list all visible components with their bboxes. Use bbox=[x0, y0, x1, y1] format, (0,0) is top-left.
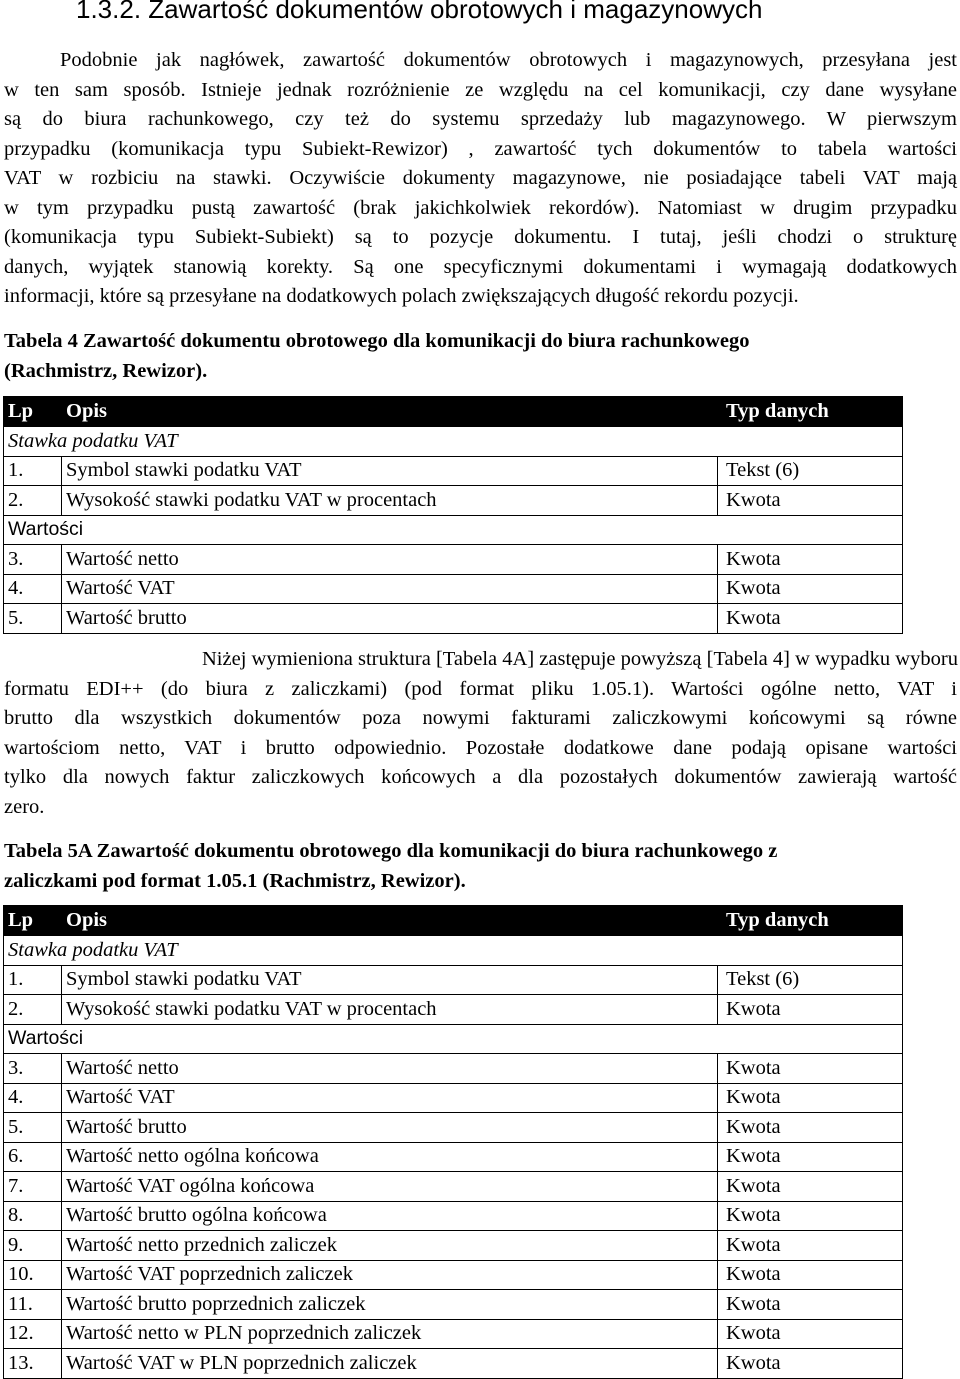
table-row bbox=[4, 1290, 903, 1320]
table-row bbox=[4, 1113, 903, 1143]
section-label: Stawka podatku VAT bbox=[4, 427, 903, 457]
paragraph-line: (komunikacja typu Subiekt-Subiekt) są to pozycje dokumentu. I tutaj, jeśli chodzi o strukturę bbox=[4, 226, 957, 248]
cell-lp: 12. bbox=[4, 1319, 62, 1349]
header-lp: Lp bbox=[4, 906, 62, 936]
cell-lp: 10. bbox=[4, 1260, 62, 1290]
table-header-row bbox=[4, 906, 903, 936]
cell-lp: 11. bbox=[4, 1290, 62, 1320]
table-row bbox=[4, 965, 903, 995]
paragraph-edi bbox=[4, 645, 957, 822]
cell-lp: 1. bbox=[4, 456, 62, 486]
table-row bbox=[4, 1172, 903, 1202]
paragraph-line: formatu EDI++ (do biura z zaliczkami) (pod format pliku 1.05.1). Wartości ogólne netto, VAT i bbox=[4, 677, 957, 700]
cell-opis: Wartość VAT ogólna końcowa bbox=[62, 1172, 718, 1202]
paragraph-line: w tym przypadku pustą zawartość (brak jakichkolwiek rekordów). Natomiast w drugim przypadku bbox=[4, 196, 957, 219]
cell-lp: 4. bbox=[4, 574, 62, 604]
table5a bbox=[3, 905, 903, 1379]
table-row bbox=[4, 1201, 903, 1231]
table-section-row bbox=[4, 936, 903, 966]
caption-line: Tabela 5A Zawartość dokumentu obrotowego dla komunikacji do biura rachunkowego z bbox=[4, 840, 778, 862]
paragraph-line: tylko dla nowych faktur zaliczkowych końcowych a dla pozostałych dokumentów zawierają wartość bbox=[4, 766, 957, 788]
cell-typ: Kwota bbox=[718, 1260, 903, 1290]
section-label: Wartości bbox=[4, 515, 903, 545]
cell-lp: 6. bbox=[4, 1142, 62, 1172]
table5a-caption bbox=[4, 837, 954, 896]
cell-opis: Wartość VAT poprzednich zaliczek bbox=[62, 1260, 718, 1290]
cell-opis: Wartość brutto bbox=[62, 1113, 718, 1143]
cell-typ: Kwota bbox=[718, 1172, 903, 1202]
cell-opis: Wartość netto ogólna końcowa bbox=[62, 1142, 718, 1172]
table-row bbox=[4, 1231, 903, 1261]
cell-lp: 2. bbox=[4, 486, 62, 516]
paragraph-line: w ten sam sposób. Istnieje jednak rozróżnienie ze względu na cel komunikacji, czy dane wysyłane bbox=[4, 78, 957, 101]
table-section-row bbox=[4, 427, 903, 457]
cell-opis: Wysokość stawki podatku VAT w procentach bbox=[62, 486, 718, 516]
table-row bbox=[4, 1349, 903, 1379]
cell-lp: 8. bbox=[4, 1201, 62, 1231]
caption-line: (Rachmistrz, Rewizor). bbox=[4, 359, 208, 382]
cell-opis: Wartość netto w PLN poprzednich zaliczek bbox=[62, 1319, 718, 1349]
cell-opis: Wartość brutto poprzednich zaliczek bbox=[62, 1290, 718, 1320]
cell-opis: Wartość brutto ogólna końcowa bbox=[62, 1201, 718, 1231]
header-opis: Opis bbox=[62, 906, 718, 936]
cell-lp: 9. bbox=[4, 1231, 62, 1261]
table-row bbox=[4, 486, 903, 516]
paragraph-line: Podobnie jak nagłówek, zawartość dokumentów obrotowych i magazynowych, przesyłana jest bbox=[60, 49, 957, 71]
table-row bbox=[4, 1083, 903, 1113]
paragraph-intro bbox=[4, 46, 957, 312]
section-label: Wartości bbox=[4, 1024, 903, 1054]
paragraph-line: są do biura rachunkowego, czy też do systemu sprzedaży lub magazynowego. W pierwszym bbox=[4, 108, 957, 130]
table-row bbox=[4, 574, 903, 604]
cell-lp: 5. bbox=[4, 1113, 62, 1143]
cell-typ: Kwota bbox=[718, 574, 903, 604]
header-lp: Lp bbox=[4, 397, 62, 427]
paragraph-line: wartościom netto, VAT i brutto odpowiednio. Pozostałe dodatkowe dane podają opisane wartości bbox=[4, 736, 957, 759]
cell-typ: Kwota bbox=[718, 1201, 903, 1231]
table-row bbox=[4, 456, 903, 486]
paragraph-line: Niżej wymieniona struktura [Tabela 4A] zastępuje powyższą [Tabela 4] w wypadku wyboru bbox=[202, 648, 958, 670]
cell-opis: Wartość VAT bbox=[62, 574, 718, 604]
cell-lp: 7. bbox=[4, 1172, 62, 1202]
cell-opis: Symbol stawki podatku VAT bbox=[62, 456, 718, 486]
cell-lp: 2. bbox=[4, 995, 62, 1025]
paragraph-line: brutto dla wszystkich dokumentów poza nowymi fakturami zaliczkowymi końcowymi są równe bbox=[4, 707, 957, 729]
cell-lp: 13. bbox=[4, 1349, 62, 1379]
header-typ: Typ danych bbox=[718, 397, 903, 427]
table-section-row bbox=[4, 1024, 903, 1054]
cell-opis: Wartość netto bbox=[62, 545, 718, 575]
cell-lp: 3. bbox=[4, 1054, 62, 1084]
cell-typ: Kwota bbox=[718, 1054, 903, 1084]
cell-typ: Kwota bbox=[718, 1083, 903, 1113]
cell-typ: Kwota bbox=[718, 1113, 903, 1143]
cell-opis: Wysokość stawki podatku VAT w procentach bbox=[62, 995, 718, 1025]
table-row bbox=[4, 1054, 903, 1084]
cell-lp: 5. bbox=[4, 604, 62, 634]
table-row bbox=[4, 545, 903, 575]
table-section-row bbox=[4, 515, 903, 545]
cell-opis: Wartość netto przednich zaliczek bbox=[62, 1231, 718, 1261]
cell-typ: Kwota bbox=[718, 995, 903, 1025]
table-row bbox=[4, 995, 903, 1025]
cell-typ: Kwota bbox=[718, 1319, 903, 1349]
table-header-row bbox=[4, 397, 903, 427]
cell-typ: Tekst (6) bbox=[718, 456, 903, 486]
cell-lp: 4. bbox=[4, 1083, 62, 1113]
cell-typ: Kwota bbox=[718, 1349, 903, 1379]
header-opis: Opis bbox=[62, 397, 718, 427]
section-label: Stawka podatku VAT bbox=[4, 936, 903, 966]
cell-opis: Wartość VAT bbox=[62, 1083, 718, 1113]
paragraph-line: zero. bbox=[4, 795, 45, 818]
cell-lp: 3. bbox=[4, 545, 62, 575]
caption-line: Tabela 4 Zawartość dokumentu obrotowego dla komunikacji do biura rachunkowego bbox=[4, 330, 750, 352]
paragraph-line: VAT w rozbiciu na stawki. Oczywiście dokumenty magazynowe, nie posiadające tabeli VAT mają bbox=[4, 167, 957, 189]
table-row bbox=[4, 1319, 903, 1349]
cell-typ: Kwota bbox=[718, 486, 903, 516]
cell-typ: Kwota bbox=[718, 604, 903, 634]
section-heading: 1.3.2. Zawartość dokumentów obrotowych i magazynowych bbox=[76, 0, 763, 24]
cell-typ: Kwota bbox=[718, 1290, 903, 1320]
table-row bbox=[4, 1260, 903, 1290]
paragraph-line: danych, wyjątek stanowią korekty. Są one specyficznymi dokumentami i wymagają dodatkowych bbox=[4, 255, 957, 278]
cell-typ: Kwota bbox=[718, 1142, 903, 1172]
paragraph-line: informacji, które są przesyłane na dodatkowych polach zwiększających długość rekordu pozycji. bbox=[4, 285, 799, 307]
header-typ: Typ danych bbox=[718, 906, 903, 936]
cell-opis: Wartość netto bbox=[62, 1054, 718, 1084]
paragraph-line: przypadku (komunikacja typu Subiekt-Rewizor) , zawartość tych dokumentów to tabela wartości bbox=[4, 137, 957, 160]
cell-typ: Kwota bbox=[718, 545, 903, 575]
table-row bbox=[4, 604, 903, 634]
cell-lp: 1. bbox=[4, 965, 62, 995]
cell-opis: Wartość VAT w PLN poprzednich zaliczek bbox=[62, 1349, 718, 1379]
cell-typ: Tekst (6) bbox=[718, 965, 903, 995]
cell-opis: Symbol stawki podatku VAT bbox=[62, 965, 718, 995]
table-row bbox=[4, 1142, 903, 1172]
table4 bbox=[3, 396, 903, 634]
caption-line: zaliczkami pod format 1.05.1 (Rachmistrz, Rewizor). bbox=[4, 869, 466, 892]
table4-caption bbox=[4, 327, 954, 386]
cell-opis: Wartość brutto bbox=[62, 604, 718, 634]
cell-typ: Kwota bbox=[718, 1231, 903, 1261]
